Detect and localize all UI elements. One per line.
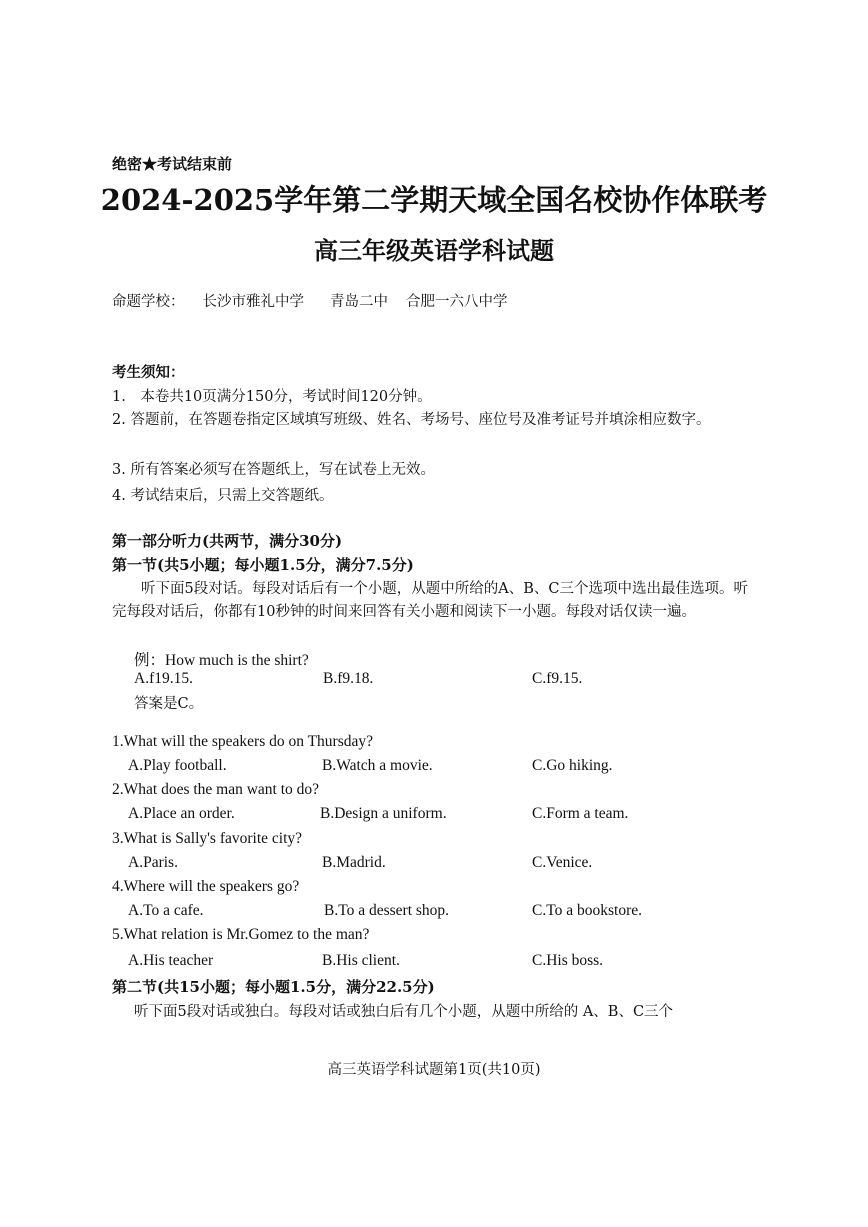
part1-heading: 第一部分听力(共两节，满分30分)	[112, 532, 343, 550]
q4-option-c: C.To a bookstore.	[532, 902, 642, 919]
school-2: 青岛二中	[330, 294, 388, 310]
q5-option-b: B.His client.	[322, 952, 400, 969]
section2-instructions: 听下面5段对话或独白。每段对话或独白后有几个小题，从题中所给的 A、B、C三个	[134, 1004, 674, 1020]
example-question: 例：How much is the shirt?	[134, 652, 309, 669]
q2-option-c: C.Form a team.	[532, 805, 629, 822]
school-line	[112, 290, 508, 311]
question-1: 1.What will the speakers do on Thursday?	[112, 733, 373, 750]
question-4: 4.Where will the speakers go?	[112, 878, 300, 895]
school-1: 长沙市雅礼中学	[202, 294, 304, 310]
example-option-c: C.f9.15.	[532, 670, 583, 687]
q5-option-a: A.His teacher	[128, 952, 214, 969]
exam-title: 2024-2025学年第二学期天域全国名校协作体联考	[100, 183, 768, 217]
notice-heading: 考生须知：	[112, 364, 185, 381]
page-footer: 高三英语学科试题第1页(共10页)	[327, 1062, 541, 1078]
exam-subtitle: 高三年级英语学科试题	[314, 236, 554, 265]
school-3: 合肥一六八中学	[406, 294, 508, 310]
q2-option-b: B.Design a uniform.	[320, 805, 447, 822]
q3-option-c: C.Venice.	[532, 854, 593, 871]
school-label: 命题学校：	[112, 294, 185, 310]
q1-option-b: B.Watch a movie.	[322, 757, 433, 774]
confidential-mark: 绝密★考试结束前	[112, 155, 233, 173]
q1-option-a: A.Play football.	[128, 757, 227, 774]
q3-option-a: A.Paris.	[128, 854, 178, 871]
question-5: 5.What relation is Mr.Gomez to the man?	[112, 926, 370, 943]
q2-option-a: A.Place an order.	[128, 805, 235, 822]
question-2: 2.What does the man want to do?	[112, 781, 320, 798]
section1-instructions: 听下面5段对话。每段对话后有一个小题，从题中所给的A、B、C三个选项中选出最佳选项。听完每段对话后，你都有10秒钟的时间来回答有关小题和阅读下一小题。每段对话仅读一遍。	[112, 581, 748, 620]
section1-heading: 第一节(共5小题；每小题1.5分，满分7.5分)	[112, 556, 414, 574]
q4-option-b: B.To a dessert shop.	[324, 902, 450, 919]
example-option-b: B.f9.18.	[323, 670, 374, 687]
notice-item-1: 1. 本卷共10页满分150分，考试时间120分钟。	[112, 389, 432, 405]
notice-item-2: 2. 答题前，在答题卷指定区域填写班级、姓名、考场号、座位号及准考证号并填涂相应数字。	[112, 412, 711, 428]
example-answer: 答案是C。	[134, 696, 204, 712]
example-option-a: A.f19.15.	[134, 670, 193, 687]
q1-option-c: C.Go hiking.	[532, 757, 613, 774]
notice-item-4: 4. 考试结束后，只需上交答题纸。	[112, 488, 334, 504]
q3-option-b: B.Madrid.	[322, 854, 386, 871]
q5-option-c: C.His boss.	[532, 952, 604, 969]
section2-heading: 第二节(共15小题；每小题1.5分，满分22.5分)	[112, 978, 435, 996]
question-3: 3.What is Sally's favorite city?	[112, 830, 303, 847]
q4-option-a: A.To a cafe.	[128, 902, 204, 919]
notice-item-3: 3. 所有答案必须写在答题纸上，写在试卷上无效。	[112, 462, 435, 478]
